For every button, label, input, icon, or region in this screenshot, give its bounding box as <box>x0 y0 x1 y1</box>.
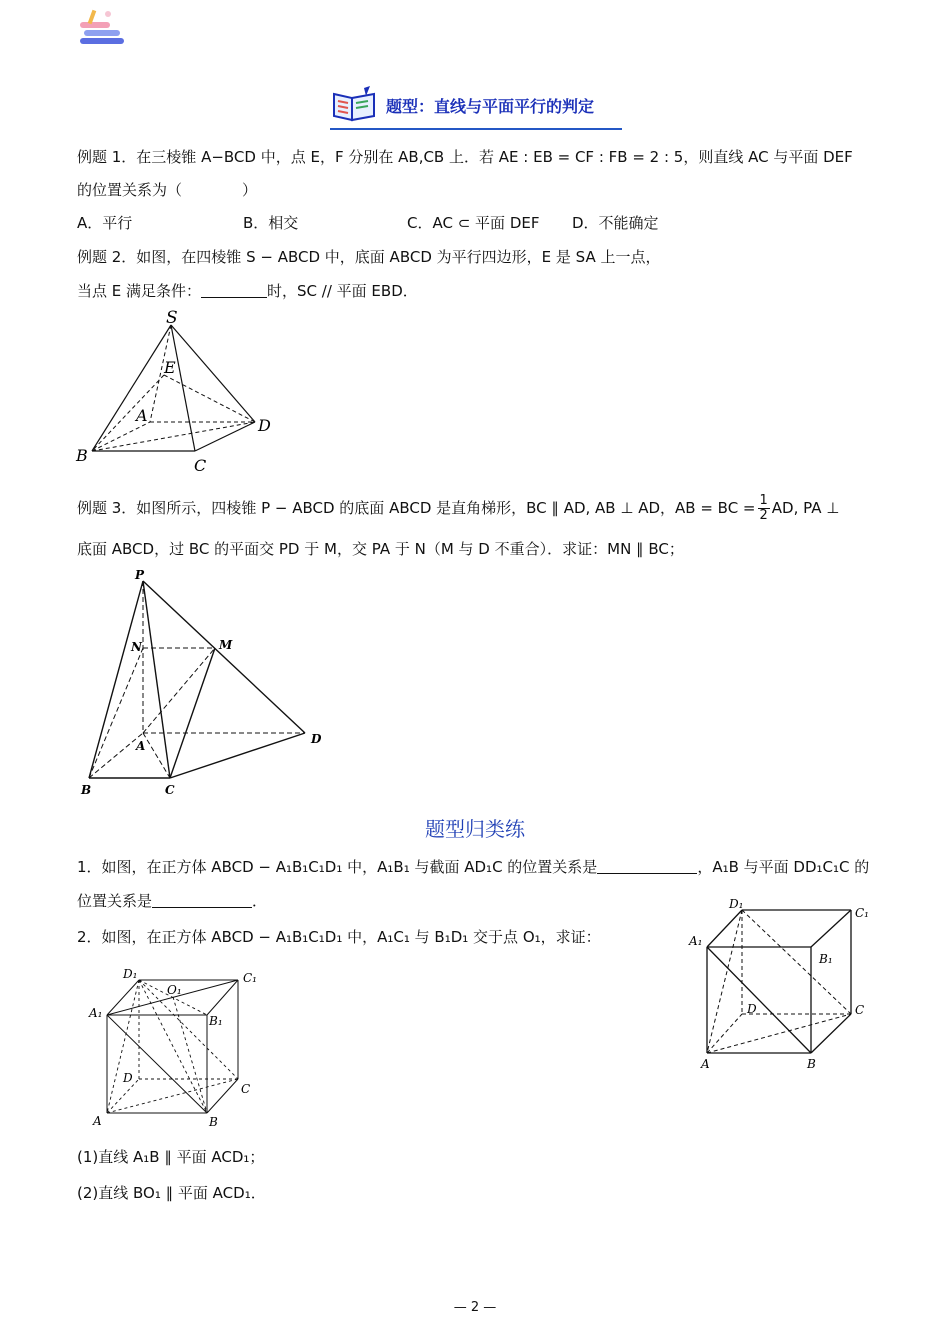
ex1-option-b: B．相交 <box>243 214 299 232</box>
q1-stem-line2 <box>77 890 267 912</box>
label-a: A <box>136 406 148 425</box>
section-heading: 题型：直线与平面平行的判定 <box>386 97 595 116</box>
cube-figure-q2 <box>85 965 265 1133</box>
pencil-stack-icon <box>78 8 128 50</box>
heading-underline <box>330 128 622 130</box>
label-n: N <box>131 640 142 654</box>
label-c: C <box>241 1082 251 1096</box>
label-c: C <box>194 456 207 475</box>
q1-stem-line2-a: 位置关系是 <box>77 892 153 910</box>
label-a1: A₁ <box>89 1006 103 1020</box>
ex1-option-c: C．AC ⊂ 平面 DEF <box>407 214 540 232</box>
label-a: A <box>136 739 146 753</box>
answer-blank[interactable] <box>597 857 697 874</box>
label-d1: D₁ <box>729 897 744 911</box>
q2-part1: (1)直线 A₁B ∥ 平面 ACD₁； <box>77 1148 265 1166</box>
label-c: C <box>855 1003 865 1017</box>
page-number: — 2 — <box>453 1300 497 1315</box>
label-b1: B₁ <box>819 952 833 966</box>
label-o1: O₁ <box>167 983 182 997</box>
ex2-stem-line2 <box>77 280 418 302</box>
fraction-denominator: 2 <box>759 508 768 523</box>
cube-figure-q1 <box>685 890 880 1075</box>
book-icon <box>330 84 378 124</box>
ex1-option-d: D．不能确定 <box>572 214 659 232</box>
label-b: B <box>76 446 88 465</box>
label-e: E <box>164 358 176 377</box>
ex3-stem-line1-b: AD, PA ⊥ <box>771 499 840 517</box>
fraction-one-half <box>758 494 770 523</box>
pyramid-sabcd-figure <box>70 305 290 477</box>
ex1-stem-line2: 的位置关系为（ ） <box>77 181 258 199</box>
pyramid-pabcd-figure <box>75 565 335 803</box>
label-d: D <box>258 416 271 435</box>
label-a1: A₁ <box>689 934 703 948</box>
label-d: D <box>123 1071 133 1085</box>
label-a: A <box>701 1057 710 1071</box>
q1-stem-line1 <box>77 856 869 878</box>
q1-stem-line2-b: ． <box>252 892 268 910</box>
label-d: D <box>747 1002 757 1016</box>
answer-blank[interactable] <box>152 891 252 908</box>
q1-stem-line1-b: ，A₁B 与平面 DD₁C₁C 的 <box>697 858 870 876</box>
label-a: A <box>93 1114 102 1128</box>
practice-section-title: 题型归类练 <box>425 817 525 841</box>
label-c: C <box>165 783 175 797</box>
label-b: B <box>807 1057 816 1071</box>
label-b: B <box>81 783 92 797</box>
q2-stem: 2．如图，在正方体 ABCD − A₁B₁C₁D₁ 中，A₁C₁ 与 B₁D₁ 交于点 O₁，求证： <box>77 928 601 946</box>
label-b1: B₁ <box>209 1014 223 1028</box>
ex3-stem-line1 <box>77 494 839 523</box>
label-d: D <box>311 732 322 746</box>
answer-blank[interactable] <box>201 281 267 298</box>
ex2-stem-line2-a: 当点 E 满足条件： <box>77 282 202 300</box>
label-d1: D₁ <box>123 967 138 981</box>
q1-stem-line1-a: 1．如图，在正方体 ABCD − A₁B₁C₁D₁ 中，A₁B₁ 与截面 AD₁C 的位置关系是 <box>77 858 598 876</box>
label-b: B <box>209 1115 218 1129</box>
label-c1: C₁ <box>855 906 869 920</box>
ex1-option-a: A．平行 <box>77 214 133 232</box>
label-m: M <box>219 638 233 652</box>
ex3-stem-line1-a: 例题 3．如图所示，四棱锥 P − ABCD 的底面 ABCD 是直角梯形，BC ∥ AD, AB ⊥ AD，AB = BC = <box>77 499 756 517</box>
label-c1: C₁ <box>243 971 257 985</box>
fraction-numerator: 1 <box>759 493 768 508</box>
label-s: S <box>166 308 178 328</box>
q2-part2: (2)直线 BO₁ ∥ 平面 ACD₁． <box>77 1184 266 1202</box>
label-p: P <box>135 568 145 582</box>
ex1-stem-line1: 例题 1．在三棱锥 A−BCD 中，点 E，F 分别在 AB,CB 上．若 AE : EB = CF : FB = 2 : 5，则直线 AC 与平面 DEF <box>77 148 853 166</box>
ex2-stem-line2-b: 时，SC // 平面 EBD． <box>267 282 418 300</box>
ex3-stem-line2: 底面 ABCD，过 BC 的平面交 PD 于 M，交 PA 于 N（M 与 D 不重合）．求证：MN ∥ BC； <box>77 540 684 558</box>
ex2-stem-line1: 例题 2．如图，在四棱锥 S − ABCD 中，底面 ABCD 为平行四边形，E 是 SA 上一点， <box>77 248 661 266</box>
